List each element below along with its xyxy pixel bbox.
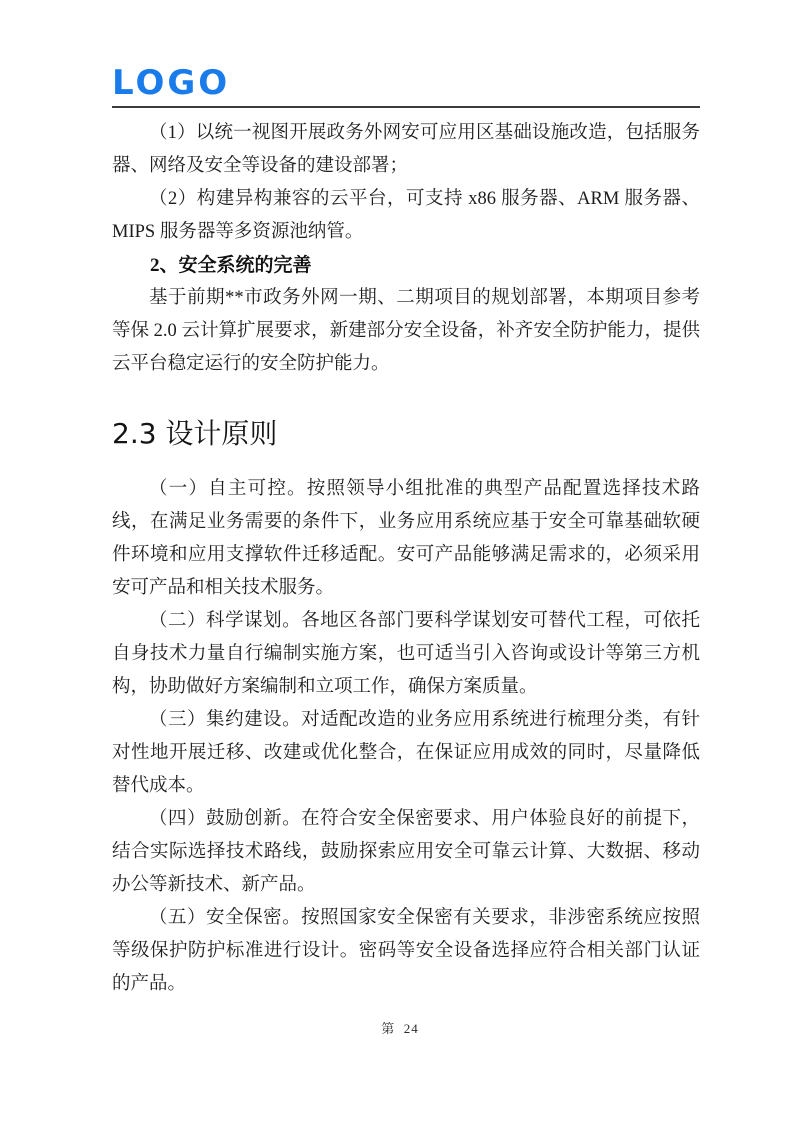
section-heading-design-principles: 2.3 设计原则	[112, 417, 278, 450]
principle-3-intensive-construction: （三）集约建设。对适配改造的业务应用系统进行梳理分类，有针对性地开展迁移、改建或优化整合，在保证应用成效的同时，尽量降低替代成本。	[112, 710, 700, 796]
company-logo: LOGO	[112, 63, 231, 103]
document-body	[112, 117, 700, 1001]
principle-1-autonomy: （一）自主可控。按照领导小组批准的典型产品配置选择技术路线，在满足业务需要的条件下，业务应用系统应基于安全可靠基础软硬件环境和应用支撑软件迁移适配。安可产品能够满足需求的，必须采用安可产品和相关技术服务。	[112, 479, 700, 598]
document-header	[112, 63, 700, 108]
subheading-security-system: 2、安全系统的完善	[150, 255, 312, 276]
paragraph-cloud-platform: （2）构建异构兼容的云平台，可支持 x86 服务器、ARM 服务器、MIPS 服务器等多资源池纳管。	[112, 189, 700, 242]
page-number: 第 24	[381, 1021, 419, 1036]
header-divider	[112, 106, 700, 108]
principle-5-confidentiality: （五）安全保密。按照国家安全保密有关要求，非涉密系统应按照等级保护防护标准进行设计。密码等安全设备选择应符合相关部门认证的产品。	[112, 908, 700, 994]
principle-2-scientific-planning: （二）科学谋划。各地区各部门要科学谋划安可替代工程，可依托自身技术力量自行编制实施方案，也可适当引入咨询或设计等第三方机构，协助做好方案编制和立项工作，确保方案质量。	[112, 611, 700, 697]
principle-4-innovation: （四）鼓励创新。在符合安全保密要求、用户体验良好的前提下，结合实际选择技术路线，鼓励探索应用安全可靠云计算、大数据、移动办公等新技术、新产品。	[112, 809, 700, 895]
document-footer	[0, 1018, 800, 1038]
paragraph-security-basis: 基于前期**市政务外网一期、二期项目的规划部署，本期项目参考等保 2.0 云计算扩展要求，新建部分安全设备，补齐安全防护能力，提供云平台稳定运行的安全防护能力。	[112, 288, 700, 374]
paragraph-infrastructure: （1）以统一视图开展政务外网安可应用区基础设施改造，包括服务器、网络及安全等设备的建设部署；	[112, 123, 700, 176]
